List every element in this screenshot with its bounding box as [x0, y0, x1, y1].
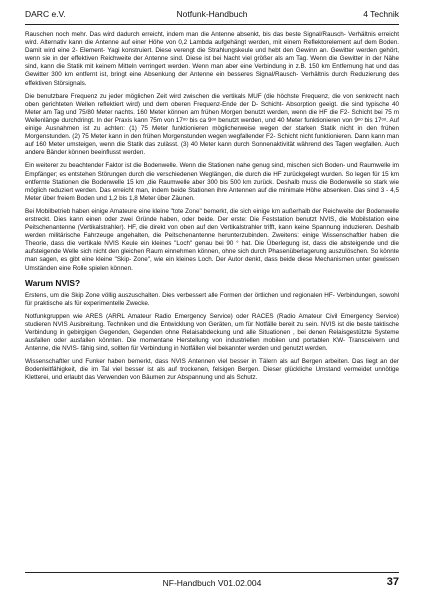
section-heading: Warum NVIS? [25, 277, 81, 288]
paragraph-dead-zone: Bei Mobilbetrieb haben einige Amateure eine kleine "tote Zone" bemerkt, die sich einige km außerhalb der Reichweite der Bodenwelle erstreckt. Dies kann einen oder zwei Gründe haben, oder beide. Der erste: Die Feststation benutzt NVIS, die Mobilstation eine Peitschenantenne (Vertikalstrahler). HF, die direkt von oben auf den Vertikalstrahler trifft, kann keine Spannung induzieren. Deshalb werden militärische Fahrzeuge angehalten, die Peitschenantenne herunterzubinden. Zweitens: einige Wissenschaftler haben die Theorie, dass die vertikale NVIS Keule ein kleines "Loch" genau bei 90 ° hat. Die Überlegung ist, dass die absteigende und die aufsteigende Welle sich nicht den gleichen Raum einnehmen können, ohne sich durch Phasenüberlagerung auszulöschen. So könnte man sagen, es gibt eine kleine "Skip- Zone", wie ein kleines Loch. Der Autor denkt, dass beide diese Mechanismen unter gewissen Umständen eine Rolle spielen können. [25, 207, 399, 272]
paragraph-valleys: Wissenschaftler und Funker haben bemerkt, dass NVIS Antennen viel besser in Tälern als auf Bergen arbeiten. Das liegt an der Bodenleitfähigkeit, die im Tal viel besser ist als auf trockenen, felsigen Bergen. Dieser glückliche Umstand vermeidet unnötige Kletterei, und erlaubt das Verwenden von Bäumen zur Abspannung und als Schutz. [25, 358, 399, 382]
paragraph-ground-wave: Ein weiterer zu beachtender Faktor ist die Bodenwelle. Wenn die Stationen nahe genug sind, mischen sich Boden- und Raumwelle im Empfänger; es entstehen Störungen durch die verschiedenen Weglängen, die durch die HF zurückgelegt wurden. So legen für 15 km entfernte Stationen die Bodenwelle 15 km ‚die Raumwelle aber 300 bis 500 km zurück. Deshalb muss die Bodenwelle so stark wie möglich reduziert werden. Das erreicht man, indem beide Stationen ihre Antennen auf die minimale Höhe absenken. Das sind 3 - 4,5 Meter über freiem Boden und 1,2 bis 1,8 Meter über Zäunen. [25, 162, 399, 202]
paragraph-frequency: Die benutzbare Frequenz zu jeder möglichen Zeit wird zwischen die vertikals MUF (die höchste Frequenz, die von senkrecht nach oben gerichteten Wellen reflektiert wird) und dem oberen Frequenz-Ende der D- Schicht- Absorption geeigt. die sind typische 40 Meter am Tag und 75/80 Meter nachts. 160 Meter können am frühen Morgen benutzt werden, wenn die HF die F2- Schicht bei 75 m Wellenlänge durchdringt. In der Praxis kann 75m von 17ᵒᵒ bis ca 9ᵒᵒ benutzt werden, und 40 Meter funktionieren von 9ᵒᵒ bis 17ᵒᵒ. Auf einige Ausnahmen ist zu achten: (1) 75 Meter funktionieren möglicherweise wegen der starken Statik nicht in den frühen Morgenstunden. (2) 75 Meter kann in den frühen Morgenstunden wegen wegfallender F2- Schicht nicht funktionieren. Dann kann man auf 160 Meter umsteigen, wenn die Statik das zulässt. (3) 40 Meter kann durch Sonnenaktivität während des Tagen wegfallen. Auch andere Bänder können beeinflusst werden. [25, 92, 399, 157]
header-title: Notfunk-Handbuch [176, 9, 248, 19]
paragraph-emergency-groups: Notfunkgruppen wie ARES (ARRL Amateur Radio Emergency Service) oder RACES (Radio Amateur Civil Emergency Service) studieren NVIS Ausbreitung. Techniken und die Entwicklung von Geräten, um für Notfälle bereit zu sein. NVIS ist die beste taktische Verbindung in gebirgigen Gegenden, Gegenden ohne Relaisabdeckung und alle Situationen , bei denen Relaisgestützte Systeme ausfallen oder ausfallen könnten. Die momentane Herstellung von industriellen mobilen und portablen KW- Transceivern und Antenne, die NVIS- fähig sind, sollten für Verbindung in Notfällen viel bekannter werden und genutzt werden. [25, 312, 399, 353]
page-body [25, 31, 399, 562]
paragraph-noise-reduction: Rauschen noch mehr. Das wird dadurch erreicht, indem man die Antenne absenkt, bis das beste Signal/Rausch- Verhältnis erreicht wird. Alternativ kann die Antenne auf einer Höhe von 0,2 Lambda aufgehängt werden, mit einem Reflektorelement auf dem Boden. Damit wird eine 2- Element- Yagi konstruiert. Diese verengt die Strahlungskeule und hebt den Gewinn an. Gewitter werden gehört, wenn sie in der effektiven Reichweite der Antenne sind. Diese ist bei Nacht viel größer als am Tag. Wenn die Gewitter in der Nähe sind, kann die Statik mit keinem Mitteln verringert werden. Wenn man aber eine Verbindung in z.B. 150 km Entfernung hat und das Gewitter 300 km entfernt ist, bringt eine Absenkung der Antenne ein besseres Signal/Rausch- Verhältnis durch Reduzierung des effektiven Störsignals. [25, 31, 399, 87]
paragraph-skip-zone: Erstens, um die Skip Zone völlig auszuschalten. Dies verbessert alle Formen der örtlichen und regionalen HF- Verbindungen, sowohl für praktische als für experimentelle Zwecke. [25, 291, 399, 307]
footer-version: NF-Handbuch V01.02.004 [162, 578, 262, 588]
header-chapter: 4 Technik [363, 9, 399, 19]
page-footer [25, 572, 399, 593]
page-number: 37 [386, 576, 399, 588]
header-organization: DARC e.V. [25, 9, 66, 19]
page-header [25, 6, 399, 25]
